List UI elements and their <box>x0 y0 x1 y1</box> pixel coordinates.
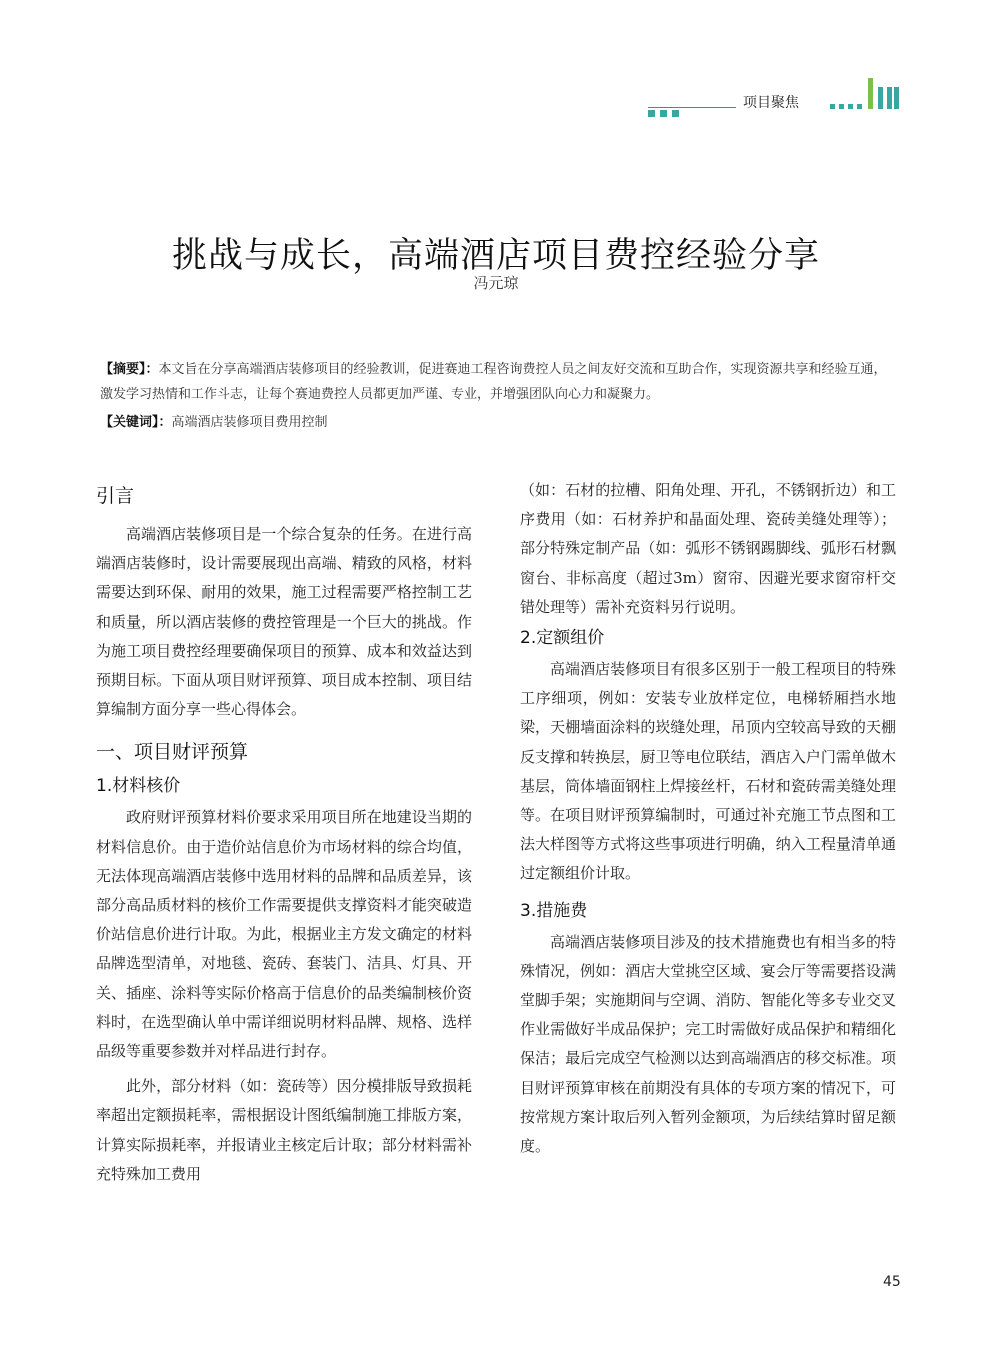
section-tag: 项目聚焦 <box>743 95 799 111</box>
sub3-heading: 3.措施费 <box>520 900 588 921</box>
header-bar-graphic <box>830 78 900 109</box>
article-author: 冯元琼 <box>473 274 519 292</box>
sub3-paragraph: 高端酒店装修项目涉及的技术措施费也有相当多的特殊情况，例如：酒店大堂挑空区域、宴会厅等需要搭设满堂脚手架；实施期间与空调、消防、智能化等多专业交叉作业需做好半成品保护；完工时需做好成品保护和精细化保洁；最后完成空气检测以达到高端酒店的移交标准。项目财评预算审核在前期没有具体的专项方案的情况下，可按常规方案计取后列入暂列金额项，为后续结算时留足额度。 <box>520 932 896 1156</box>
header-square <box>660 110 667 117</box>
page-number: 45 <box>883 1274 901 1290</box>
sub1-heading: 1.材料核价 <box>96 776 181 797</box>
header-bar <box>839 104 844 109</box>
page-header <box>0 78 992 128</box>
abstract-text: 本文旨在分享高端酒店装修项目的经验教训，促进赛迪工程咨询费控人员之间友好交流和互助合作，实现资源共享和经验互通，激发学习热情和工作斗志，让每个赛迪费控人员都更加严谨、专业，并增强团队向心力和凝聚力。 <box>100 362 887 402</box>
abstract-label: 【摘要】： <box>100 362 159 377</box>
header-bar <box>857 104 862 109</box>
keywords-label: 【关键词】： <box>100 415 172 430</box>
header-bar <box>887 87 892 109</box>
keywords <box>100 410 896 435</box>
header-bar <box>848 104 853 109</box>
intro-heading: 引言 <box>96 485 135 507</box>
sub2-paragraph: 高端酒店装修项目有很多区别于一般工程项目的特殊工序细项，例如：安装专业放样定位，电梯轿厢挡水地梁，天棚墙面涂料的崁缝处理，吊顶内空较高导致的天棚反支撑和转换层，厨卫等电位联结，酒店入户门需单做木基层，筒体墙面钢柱上焊接丝杆，石材和瓷砖需美缝处理等。在项目财评预算编制时，可通过补充施工节点图和工法大样图等方式将这些事项进行明确，纳入工程量清单通过定额组价计取。 <box>520 660 896 883</box>
article-title: 挑战与成长，高端酒店项目费控经验分享 <box>171 236 820 276</box>
keywords-text: 高端酒店装修项目费用控制 <box>171 415 328 430</box>
intro-paragraph: 高端酒店装修项目是一个综合复杂的任务。在进行高端酒店装修时，设计需要展现出高端、精致的风格，材料需要达到环保、耐用的效果，施工过程需要严格控制工艺和质量，所以酒店装修的费控管理是一个巨大的挑战。作为施工项目费控经理要确保项目的预算、成本和效益达到预期目标。下面从项目财评预算、项目成本控制、项目结算编制方面分享一些心得体会。 <box>96 525 472 719</box>
header-rule <box>648 107 736 108</box>
header-square <box>648 110 655 117</box>
sub1-paragraph-2-continued: （如：石材的拉槽、阳角处理、开孔，不锈钢折边）和工序费用（如：石材养护和晶面处理、瓷砖美缝处理等）；部分特殊定制产品（如：弧形不锈钢踢脚线、弧形石材飘窗台、非标高度（超过3m）窗帘、因避光要求窗帘杆交错处理等）需补充资料另行说明。 <box>520 481 896 616</box>
sub2-heading: 2.定额组价 <box>520 628 605 649</box>
header-bar <box>830 104 835 109</box>
left-column <box>96 478 472 1189</box>
sub1-paragraph-1: 政府财评预算材料价要求采用项目所在地建设当期的材料信息价。由于造价站信息价为市场材料的综合均值，无法体现高端酒店装修中选用材料的品牌和品质差异，该部分高品质材料的核价工作需要提供支撑资料才能突破造价站信息价进行计取。为此，根据业主方发文确定的材料品牌选型清单，对地毯、瓷砖、套装门、洁具、灯具、开关、插座、涂料等实际价格高于信息价的品类编制核价资料时，在选型确认单中需详细说明材料品牌、规格、选样品级等重要参数并对样品进行封存。 <box>96 808 472 1061</box>
header-bar <box>868 78 873 109</box>
right-column <box>520 476 896 1161</box>
sub1-paragraph-2: 此外，部分材料（如：瓷砖等）因分模排版导致损耗率超出定额损耗率，需根据设计图纸编制施工排版方案，计算实际损耗率，并报请业主核定后计取；部分材料需补充特殊加工费用 <box>96 1077 472 1183</box>
section1-heading: 一、项目财评预算 <box>96 741 249 764</box>
header-bar <box>878 87 883 109</box>
header-square <box>672 110 679 117</box>
header-bar <box>894 87 899 109</box>
abstract <box>100 357 896 407</box>
